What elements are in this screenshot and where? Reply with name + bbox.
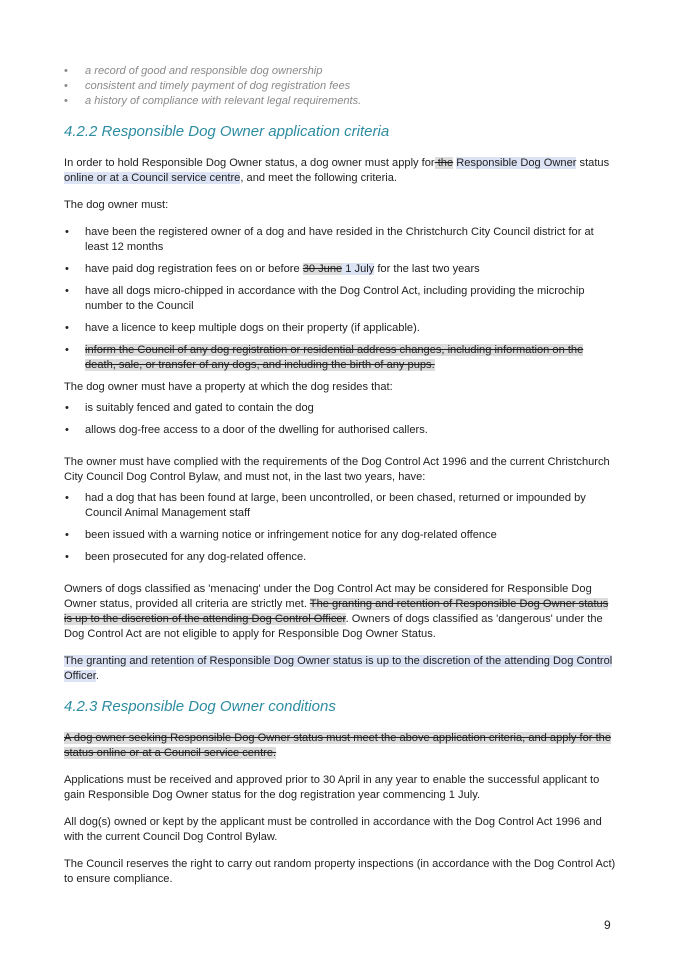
deleted-text: the <box>434 157 454 169</box>
section-422-heading: 4.2.2 Responsible Dog Owner application criteria <box>64 123 390 140</box>
deleted-text: A dog owner seeking Responsible Dog Owner status must meet the above application criteria, and apply for the status online or at a Council service centre. <box>64 732 611 759</box>
discretion-paragraph: The granting and retention of Responsible Dog Owner status is up to the discretion of the attending Dog Control Officer. <box>64 655 613 682</box>
application-paragraph: In order to hold Responsible Dog Owner status, a dog owner must apply for the Responsible Dog Owner status online or at a Council service centre, and meet the following criteria. <box>64 157 610 184</box>
intro-bullet: • consistent and timely payment of dog registration fees <box>64 79 616 94</box>
property-intro: The dog owner must have a property at which the dog resides that: <box>64 381 393 393</box>
compliance-paragraph: The owner must have complied with the requirements of the Dog Control Act 1996 and the current Christchurch City Council Dog Control Bylaw, and must not, in the last two years, have: <box>64 456 610 483</box>
compliance-list <box>64 491 616 565</box>
page-number: 9 <box>604 918 611 932</box>
deleted-text: inform the Council of any dog registration or residential address changes, including information on the death, sale, or transfer of any dogs, and including the birth of any pups. <box>85 344 584 371</box>
list-item: • allows dog-free access to a door of the dwelling for authorised callers. <box>64 423 616 438</box>
intro-bullet-list <box>64 64 616 109</box>
control-paragraph: All dog(s) owned or kept by the applicant must be controlled in accordance with the Dog Control Act 1996 and with the current Council Dog Control Bylaw. <box>64 816 602 843</box>
intro-bullet: • a history of compliance with relevant legal requirements. <box>64 94 616 109</box>
list-item: • have a licence to keep multiple dogs on their property (if applicable). <box>64 321 616 336</box>
section-423-heading: 4.2.3 Responsible Dog Owner conditions <box>64 698 336 715</box>
menacing-paragraph: Owners of dogs classified as 'menacing' under the Dog Control Act may be considered for Responsible Dog Owner status, provided all criteria are strictly met. The granting and retention of Responsible Dog Owner status is up to the discretion of the attending Dog Control Officer. Owners of dogs classified as 'dangerous' under the Dog Control Act are not eligible to apply for Responsible Dog Owner Status. <box>64 583 609 640</box>
must-intro: The dog owner must: <box>64 199 169 211</box>
list-item: • have all dogs micro-chipped in accordance with the Dog Control Act, including providing the microchip number to the Council <box>64 284 616 314</box>
property-criteria-list <box>64 401 616 438</box>
deleted-text: 30 June <box>302 263 343 275</box>
list-item <box>64 343 616 373</box>
page-content <box>64 64 616 899</box>
owner-criteria-list <box>64 225 616 373</box>
inserted-text: The granting and retention of Responsible Dog Owner status is up to the discretion of the attending Dog Control Officer <box>64 655 613 682</box>
list-item: • had a dog that has been found at large, been uncontrolled, or been chased, returned or impounded by Council Animal Management staff <box>64 491 616 521</box>
list-item: • have been the registered owner of a dog and have resided in the Christchurch City Council district for at least 12 months <box>64 225 616 255</box>
applications-paragraph: Applications must be received and approved prior to 30 April in any year to enable the successful applicant to gain Responsible Dog Owner status for the dog registration year commencing 1 July. <box>64 774 600 801</box>
deleted-text: The granting and retention of Responsible Dog Owner status is up to the discretion of the attending Dog Control Officer <box>64 598 609 625</box>
inspection-paragraph: The Council reserves the right to carry out random property inspections (in accordance with the Dog Control Act) to ensure compliance. <box>64 858 616 885</box>
list-item: • been issued with a warning notice or infringement notice for any dog-related offence <box>64 528 616 543</box>
list-item: • been prosecuted for any dog-related offence. <box>64 550 616 565</box>
inserted-text: online or at a Council service centre <box>64 172 241 184</box>
intro-bullet: • a record of good and responsible dog ownership <box>64 64 616 79</box>
inserted-text: 1 July <box>342 263 375 275</box>
deleted-paragraph <box>64 731 616 761</box>
inserted-text: Responsible Dog Owner <box>456 157 577 169</box>
list-item: • have paid dog registration fees on or before 30 June 1 July for the last two years <box>64 262 616 277</box>
list-item: • is suitably fenced and gated to contain the dog <box>64 401 616 416</box>
